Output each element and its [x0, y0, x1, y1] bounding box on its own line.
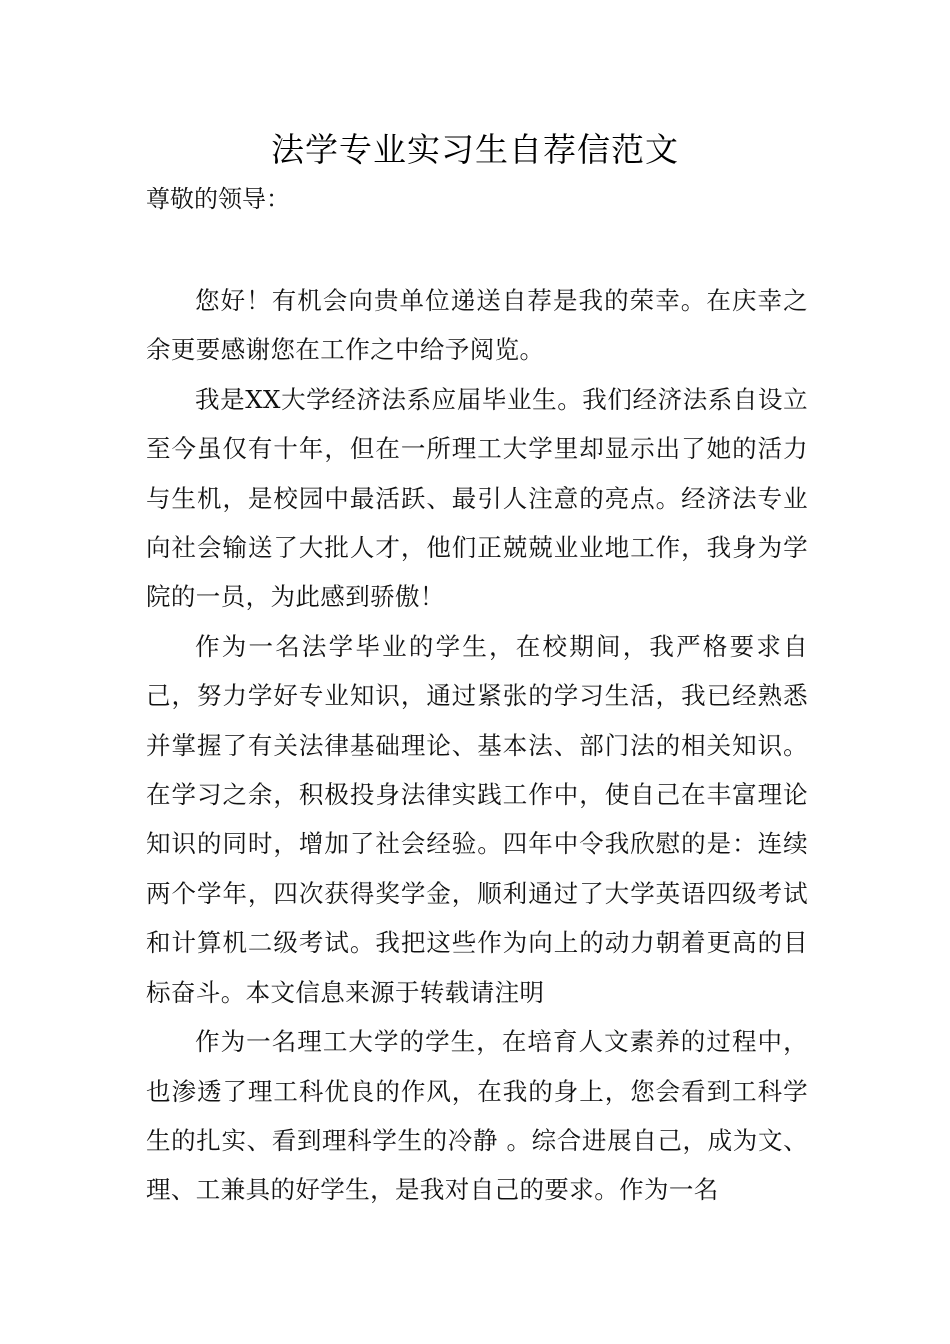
- paragraph-greeting: 您好！有机会向贵单位递送自荐是我的荣幸。在庆幸之余更要感谢您在工作之中给予阅览。: [146, 286, 808, 365]
- letter-body: [146, 276, 808, 1215]
- paragraph-introduction: 我是XX大学经济法系应届毕业生。我们经济法系自设立至今虽仅有十年，但在一所理工大学里却显示出了她的活力与生机，是校园中最活跃、最引人注意的亮点。经济法专业向社会输送了大批人才，他们正兢兢业业地工作，我身为学院的一员，为此感到骄傲！: [146, 384, 808, 612]
- document-title: 法学专业实习生自荐信范文: [271, 130, 679, 169]
- salutation: 尊敬的领导：: [146, 185, 290, 213]
- paragraph-character: 作为一名理工大学的学生，在培育人文素养的过程中，也渗透了理工科优良的作风，在我的身上，您会看到工科学生的扎实、看到理科学生的冷静 。综合进展自己，成为文、理、工兼具的好学生，是我对自己的要求。作为一名: [146, 1027, 808, 1205]
- paragraph-studies: 作为一名法学毕业的学生，在校期间，我严格要求自己，努力学好专业知识，通过紧张的学习生活，我已经熟悉并掌握了有关法律基础理论、基本法、部门法的相关知识。在学习之余，积极投身法律实践工作中，使自己在丰富理论知识的同时，增加了社会经验。四年中令我欣慰的是：连续两个学年，四次获得奖学金，顺利通过了大学英语四级考试和计算机二级考试。我把这些作为向上的动力朝着更高的目标奋斗。本文信息来源于转载请注明: [146, 631, 808, 1007]
